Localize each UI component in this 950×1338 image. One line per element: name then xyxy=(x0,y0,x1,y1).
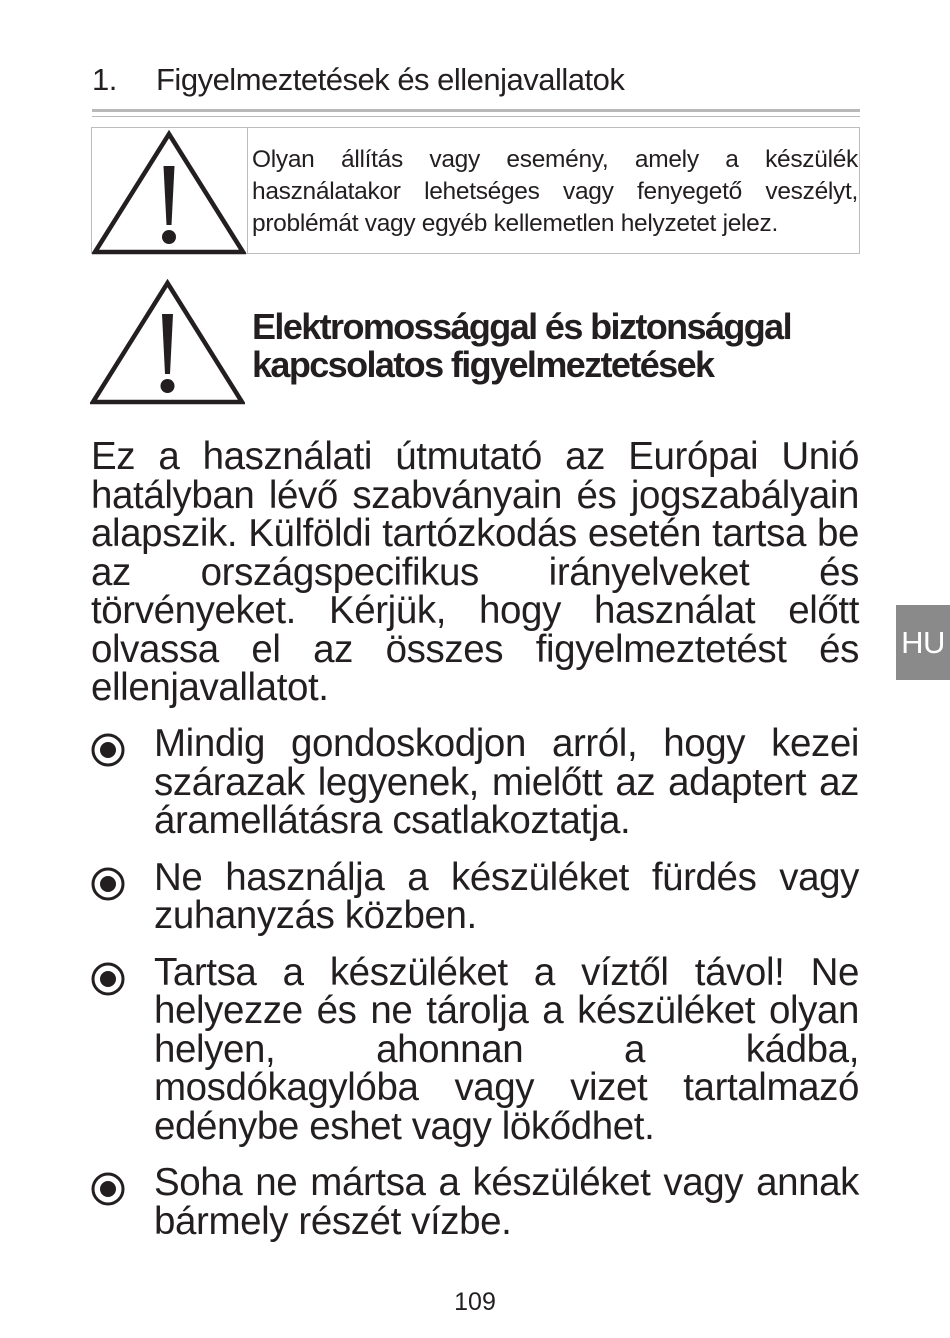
legend-description: Olyan állítás vagy esemény, amely a készülék használatakor lehetséges vagy fenyegető veszélyt, problémát vagy egyéb kellemetlen helyzetet jelez. xyxy=(252,146,858,237)
warning-title-line-2: kapcsolatos figyelmeztetések xyxy=(252,344,714,385)
legend-divider xyxy=(247,128,248,253)
warning-legend-box xyxy=(91,127,860,254)
language-tab: HU xyxy=(896,605,950,680)
warning-triangle-icon xyxy=(90,279,245,406)
warning-title-line-1: Elektromossággal és biztonsággal xyxy=(252,306,791,347)
page-number: 109 xyxy=(454,1288,496,1316)
circled-dot-icon xyxy=(91,733,125,767)
warning-triangle-icon xyxy=(92,130,246,255)
circled-dot-icon xyxy=(91,1172,125,1206)
header-rule-thin xyxy=(92,116,860,117)
bullet-text: Ne használja a készüléket fürdés vagy zuhanyzás közben. xyxy=(154,855,859,937)
bullet-item xyxy=(91,722,859,842)
bullet-text: Mindig gondoskodjon arról, hogy kezei szárazak legyenek, mielőtt az adaptert az áramellátásra csatlakoztatja. xyxy=(154,722,859,842)
warning-section-title xyxy=(252,308,872,384)
section-header xyxy=(92,62,860,98)
section-number: 1. xyxy=(92,62,117,97)
header-rule-thick xyxy=(92,109,860,112)
intro-paragraph: Ez a használati útmutató az Európai Unió hatályban lévő szabványain és jogszabályain alapszik. Külföldi tartózkodás esetén tartsa be az országspecifikus irányelveket és törvényeket. Kérjük, hogy használat előtt olvassa el az összes figyelmeztetést és ellenjavallatot. xyxy=(91,435,859,709)
circled-dot-icon xyxy=(91,962,125,996)
bullet-item xyxy=(91,950,859,1148)
circled-dot-icon xyxy=(91,867,125,901)
warning-bullet-list xyxy=(91,722,859,1243)
section-title: Figyelmeztetések és ellenjavallatok xyxy=(156,62,625,97)
bullet-item xyxy=(91,1161,859,1243)
bullet-text: Tartsa a készüléket a víztől távol! Ne helyezze és ne tárolja a készüléket olyan helyen, ahonnan a kádba, mosdókagylóba vagy vizet tartalmazó edénybe eshet vagy lökődhet. xyxy=(154,950,859,1148)
bullet-text: Soha ne mártsa a készüléket vagy annak bármely részét vízbe. xyxy=(154,1161,859,1243)
bullet-item xyxy=(91,855,859,937)
